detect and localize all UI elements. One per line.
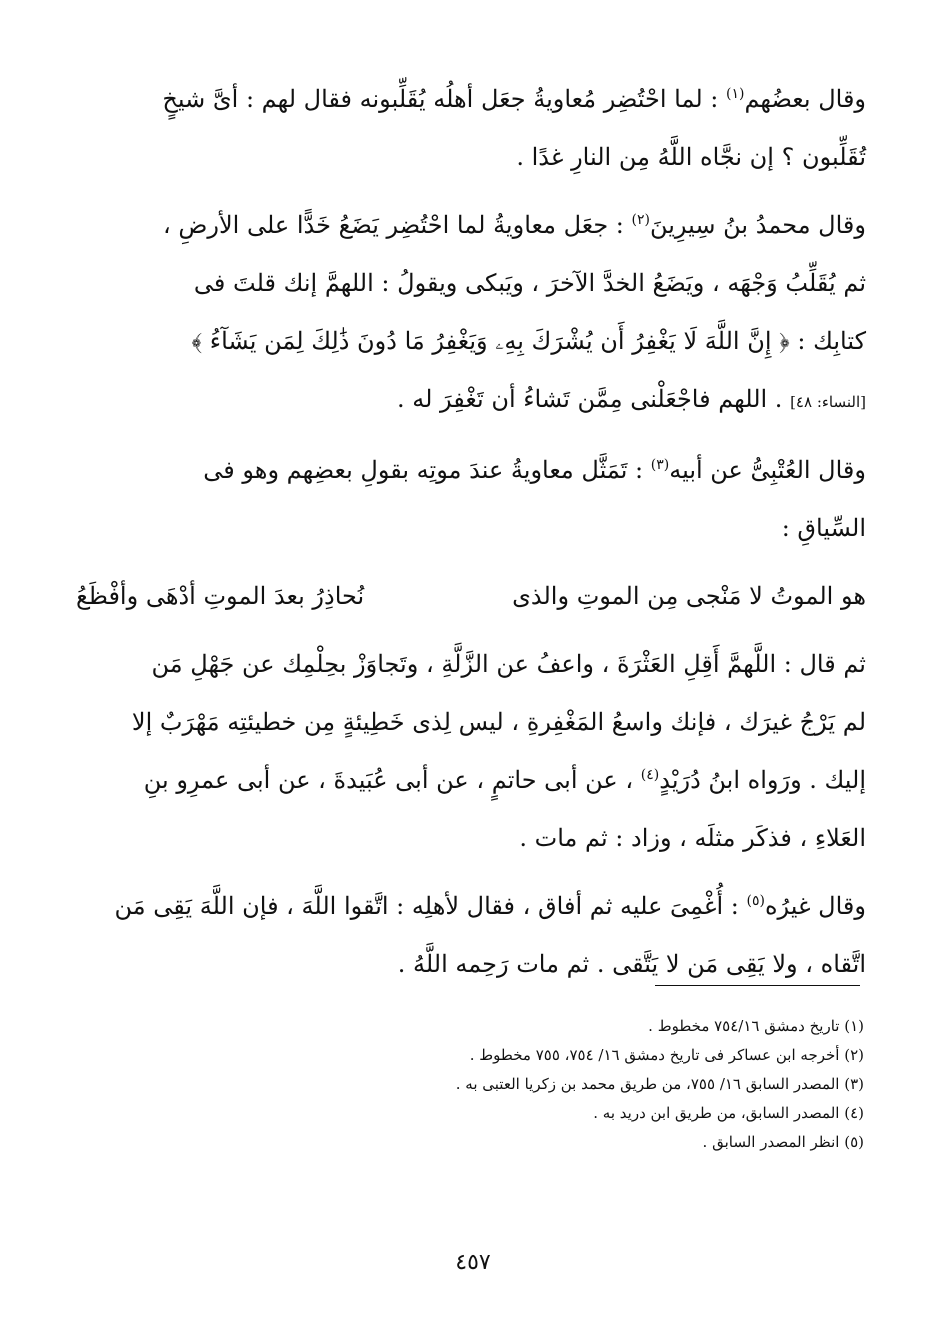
text-segment: : لما احْتُضِر مُعاويةُ جعَل أهلُه يُقَلِّبونه فقال لهم : أىَّ شيخٍ (162, 85, 726, 113)
paragraph-3 (76, 441, 866, 557)
footnotes (164, 1012, 864, 1157)
footnote-marker: (١) (725, 86, 745, 102)
footnote-3: (٣) المصدر السابق ١٦/ ٧٥٥، من طريق محمد بن زكريا العتبى به . (455, 1075, 864, 1093)
paragraph-5 (76, 877, 866, 993)
text-line: السِّياقِ : (781, 514, 866, 542)
verse-first-half: هو الموتُ لا مَنْجى مِن الموتِ والذى (512, 582, 866, 610)
text-line: ثم يُقَلِّبُ وَجْهَه ، ويَضَعُ الخدَّ الآخرَ ، ويَبكى ويقولُ : اللهمَّ إنك قلتَ فى (193, 269, 866, 297)
footnote-marker: (٥) (746, 893, 765, 909)
text-line (76, 877, 866, 935)
footnote-4: (٤) المصدر السابق، من طريق ابن دريد به . (593, 1104, 864, 1122)
text-line (76, 196, 866, 254)
paragraph-2 (76, 196, 866, 431)
footnote-marker: (٤) (640, 767, 660, 783)
paragraph-1 (76, 70, 866, 186)
text-line: تُقَلِّبون ؟ إن نجَّاه اللَّهُ مِن النارِ غدًا . (516, 143, 866, 171)
poetry-verse (76, 567, 866, 625)
text-line: اتَّقاه ، ولا يَقِى مَن لا يَتَّقى . ثم مات رَحِمه اللَّهُ . (397, 950, 866, 978)
text-line: العَلاءِ ، فذكَر مثلَه ، وزاد : ثم مات . (519, 824, 866, 852)
paragraph-4 (76, 635, 866, 867)
quran-verse-line: كتابِك : ﴿ إِنَّ اللَّهَ لَا يَغْفِرُ أَن يُشْرَكَ بِهِۦ وَيَغْفِرُ مَا دُونَ ذَٰلِكَ لِمَن يَشَآءُ ﴾ (191, 327, 866, 355)
text-segment: . اللهم فاجْعَلْنى مِمَّن تَشاءُ أن تَغْفِرَ له . (396, 385, 791, 413)
text-segment: وقال غيرُه (764, 892, 866, 920)
footnote-2: (٢) أخرجه ابن عساكر فى تاريخ دمشق ١٦/ ٧٥٤، ٧٥٥ مخطوط . (469, 1046, 864, 1064)
text-segment: وقال محمدُ بنُ سِيرِينَ (649, 211, 866, 239)
text-line (76, 441, 866, 499)
footnote-marker: (٣) (650, 457, 670, 473)
footnote-marker: (٢) (631, 212, 650, 228)
text-segment: وقال العُتْبِىُّ عن أبيه (669, 456, 866, 484)
footnote-divider (655, 985, 860, 986)
page-number: ٤٥٧ (455, 1250, 491, 1275)
text-segment: : تَمَثَّل معاويةُ عندَ موتِه بقولِ بعضِهم وهو فى (203, 456, 651, 484)
text-segment: : أُغْمِىَ عليه ثم أفاق ، فقال لأهلِه : اتَّقوا اللَّهَ ، فإن اللَّهَ يَقِى مَن (114, 892, 747, 920)
text-line (76, 751, 866, 809)
text-segment: وقال بعضُهم (744, 85, 866, 113)
verse-citation: [النساء: ٤٨] (790, 393, 866, 411)
footnote-1: (١) تاريخ دمشق ٧٥٤/١٦ مخطوط . (648, 1017, 864, 1035)
text-segment: إليك . ورَواه ابنُ دُرَيْدٍ (659, 766, 866, 794)
verse-second-half: نُحاذِرُ بعدَ الموتِ أدْهَى وأفْظَعُ (76, 582, 365, 610)
main-text (76, 70, 866, 1003)
text-segment: : جعَل معاويةُ لما احْتُضِر يَضَعُ خَدًّا على الأرضِ ، (163, 211, 632, 239)
text-line (76, 370, 866, 431)
text-line: لم يَرْجُ غيرَك ، فإنك واسعُ المَغْفِرةِ ، ليس لِذى خَطِيئةٍ مِن خطيئتِه مَهْرَبٌ إلا (131, 708, 866, 736)
text-line: ثم قال : اللَّهمَّ أَقِلِ العَثْرَةَ ، واعفُ عن الزَّلَّةِ ، وتَجاوَزْ بحِلْمِك عن جَهْلِ مَن (151, 650, 866, 678)
text-line (76, 70, 866, 128)
text-segment: ، عن أبى حاتمٍ ، عن أبى عُبَيدةَ ، عن أبى عمرِو بنِ (143, 766, 641, 794)
footnote-5: (٥) انظر المصدر السابق . (702, 1133, 864, 1151)
